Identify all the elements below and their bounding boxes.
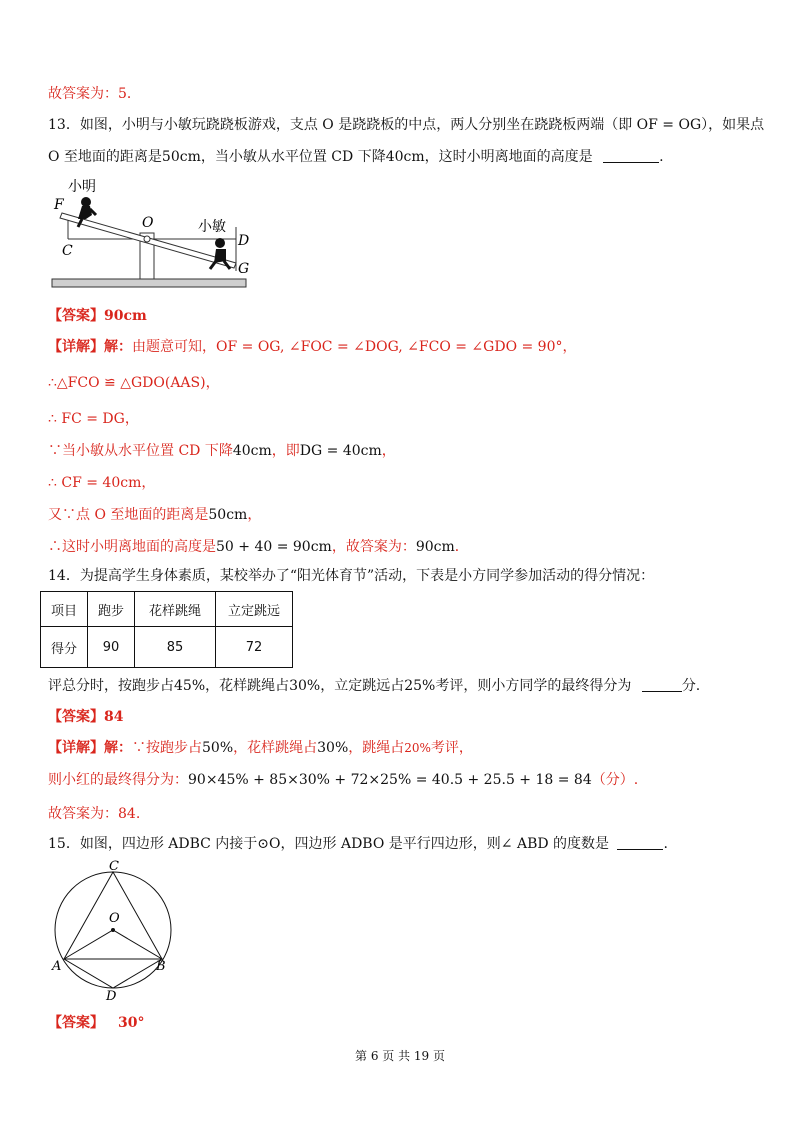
table-row — [41, 627, 293, 668]
q14-detail-d: 30% — [317, 740, 349, 756]
q14-calc-a: 则小红的最终得分为： — [48, 772, 188, 788]
table-header-cell: 花样跳绳 — [135, 592, 216, 627]
center-point — [111, 928, 115, 932]
label-b: B — [156, 959, 166, 974]
q14-detail-line2 — [48, 770, 638, 790]
detail-tag: 【详解】解： — [48, 339, 132, 355]
q14-after-table — [48, 676, 700, 696]
q14-answer — [48, 707, 123, 727]
q13-line7-e: ． — [454, 539, 469, 555]
q13-line7-d: 90cm — [415, 539, 455, 555]
q13-line7-a: ∴这时小明离地面的高度是 — [48, 539, 216, 555]
label-f: F — [54, 197, 64, 213]
q13-detail-line3: ∴ FC = DG， — [48, 411, 139, 427]
q14-answer-blank — [642, 677, 682, 692]
q13-detail-line6 — [48, 505, 261, 525]
q13-question-line2 — [48, 147, 664, 167]
label-c: C — [62, 243, 73, 259]
circle-figure — [48, 858, 188, 1000]
q14-detail-c: ，花样跳绳占 — [233, 740, 318, 756]
q13-answer — [48, 306, 147, 326]
q14-calc-b: 90×45% + 85×30% + 72×25% = 40.5 + 25.5 + 18 = 84 — [188, 772, 592, 788]
table-header-cell: 立定跳远 — [216, 592, 293, 627]
answer-tag: 【答案】 — [48, 1015, 104, 1031]
label-g: G — [238, 261, 250, 277]
table-cell: 得分 — [41, 627, 88, 668]
pivot-point — [144, 236, 150, 242]
seesaw-figure — [48, 175, 258, 295]
label-xiaomin: 小敏 — [198, 219, 226, 235]
q14-detail-b: 50% — [202, 740, 234, 756]
q13-answer-value: 90cm — [104, 308, 147, 324]
answer-tag: 【答案】 — [48, 308, 104, 324]
label-xiaoming: 小明 — [68, 179, 96, 195]
q13-line4-a: ∵当小敏从水平位置 CD 下降 — [48, 443, 233, 459]
q15-question-text: 15．如图，四边形 ADBC 内接于⊙O，四边形 ADBO 是平行四边形，则∠ ABD 的度数是 — [48, 836, 610, 852]
table-header-row — [41, 592, 293, 627]
q14-detail-e: ，跳绳占 — [348, 740, 405, 756]
q14-answer-value: 84 — [104, 709, 124, 725]
table-cell: 90 — [88, 627, 135, 668]
q15-answer-blank — [617, 835, 663, 850]
q14-detail-line1 — [48, 738, 473, 758]
label-o: O — [109, 911, 120, 926]
q14-detail-g: 考评， — [430, 740, 473, 756]
q13-detail-line7 — [48, 537, 469, 557]
table-header-cell: 项目 — [41, 592, 88, 627]
q13-detail-text: 由题意可知，OF = OG, ∠FOC = ∠DOG, ∠FCO = ∠GDO = 90°， — [132, 339, 577, 355]
q15-answer — [48, 1013, 144, 1033]
q13-line6-a: 又∵点 O 至地面的距离是 — [48, 507, 209, 523]
q15-period: . — [663, 836, 668, 852]
answer-tag: 【答案】 — [48, 709, 104, 725]
label-c: C — [109, 859, 119, 874]
label-o: O — [142, 215, 154, 231]
table-cell: 85 — [135, 627, 216, 668]
table-header-cell: 跑步 — [88, 592, 135, 627]
ground — [52, 279, 246, 287]
q13-line6-c: ， — [247, 507, 262, 523]
q13-question-line1: 13．如图，小明与小敏玩跷跷板游戏，支点 O 是跷跷板的中点，两人分别坐在跷跷板两端（即 OF = OG），如果点 — [48, 117, 765, 133]
q13-line4-e: ， — [381, 443, 396, 459]
q14-detail-a: ∵按跑步占 — [132, 740, 202, 756]
q13-detail-line1 — [48, 337, 577, 357]
q13-line6-b: 50cm — [208, 507, 248, 523]
q14-unit: 分. — [681, 678, 701, 694]
detail-tag: 【详解】解： — [48, 740, 132, 756]
q14-calc-c: （分）. — [591, 772, 639, 788]
q14-final: 故答案为：84. — [48, 806, 141, 822]
q13-line4-d: DG = 40cm — [299, 443, 382, 459]
q13-answer-blank — [603, 148, 659, 163]
q13-line4-b: 40cm — [232, 443, 272, 459]
q14-detail-f: 20% — [404, 741, 431, 755]
q14-question: 14．为提高学生身体素质，某校举办了“阳光体育节”活动，下表是小方同学参加活动的得分情况： — [48, 568, 655, 584]
q13-period: . — [659, 149, 664, 165]
q14-question-text: 评总分时，按跑步占45%，花样跳绳占30%，立定跳远占25%考评，则小方同学的最终得分为 — [48, 678, 632, 694]
score-table — [40, 591, 293, 668]
table-cell: 72 — [216, 627, 293, 668]
q13-line4-c: ，即 — [271, 443, 300, 459]
page-footer: 第 6 页 共 19 页 — [355, 1049, 445, 1063]
previous-answer: 故答案为：5． — [48, 86, 141, 102]
q15-question — [48, 834, 668, 854]
q13-line7-b: 50 + 40 = 90cm — [216, 539, 332, 555]
q13-detail-line2: ∴△FCO ≌ △GDO(AAS)， — [48, 375, 220, 391]
q13-detail-line4 — [48, 441, 396, 461]
q13-detail-line5: ∴ CF = 40cm， — [48, 475, 156, 491]
label-a: A — [52, 959, 62, 974]
q13-line7-c: ，故答案为： — [331, 539, 416, 555]
label-d: D — [238, 233, 250, 249]
q15-answer-value: 30° — [118, 1015, 145, 1031]
q13-question-text: O 至地面的距离是50cm，当小敏从水平位置 CD 下降40cm，这时小明离地面的高度是 — [48, 149, 593, 165]
label-d: D — [106, 989, 117, 1000]
